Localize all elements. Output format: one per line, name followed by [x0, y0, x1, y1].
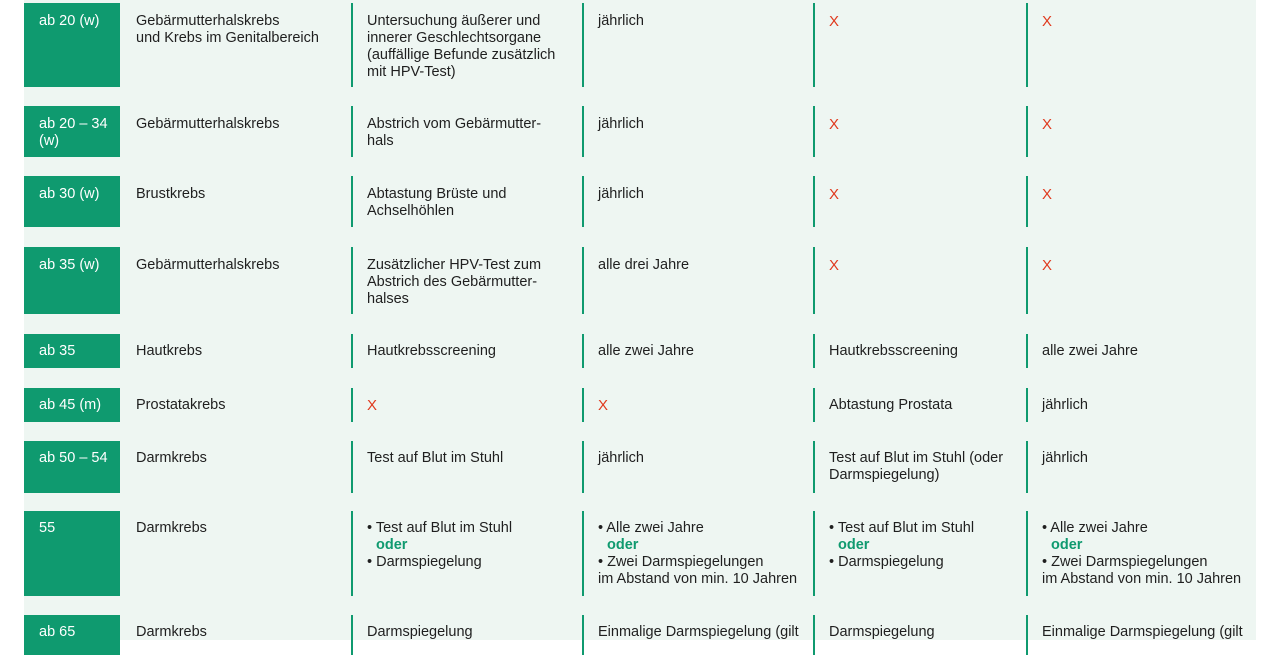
- option-item: • Alle zwei Jahre: [1042, 520, 1148, 536]
- interval-cell: Einmalige Darmspiegelung (gilt: [582, 615, 810, 655]
- option-item: • Zwei Darmspiegelungen: [598, 554, 764, 570]
- examination-cell: Test auf Blut im Stuhl (oder Darmspiegelung): [813, 441, 1023, 493]
- examination-cell: Hautkrebsscreening: [813, 334, 1023, 368]
- age-cell: ab 20 (w): [24, 3, 120, 87]
- interval-cell: jährlich: [582, 176, 810, 227]
- option-item: • Test auf Blut im Stuhl: [829, 520, 975, 536]
- interval-cell: jährlich: [1026, 441, 1256, 493]
- option-item: • Zwei Darmspiegelungen: [1042, 554, 1208, 570]
- cancer-type-cell: Gebärmutterhalskrebs: [136, 257, 280, 273]
- not-applicable-mark: X: [813, 3, 1023, 87]
- not-applicable-mark: X: [1026, 3, 1256, 87]
- examination-cell: Darmspiegelung: [351, 615, 579, 655]
- age-cell: ab 35 (w): [24, 247, 120, 314]
- interval-cell: jährlich: [582, 441, 810, 493]
- age-cell: ab 50 – 54: [24, 441, 120, 493]
- option-item: • Alle zwei Jahre: [598, 520, 704, 536]
- cancer-type-cell: Gebärmutterhalskrebs: [136, 116, 280, 132]
- interval-options: [582, 511, 810, 596]
- examination-cell: Zusätzlicher HPV-Test zum Abstrich des Gebärmutter- halses: [351, 247, 579, 314]
- cancer-type-cell: Gebärmutterhalskrebs und Krebs im Genitalbereich: [136, 13, 319, 46]
- interval-cell: jährlich: [582, 106, 810, 157]
- age-cell: 55: [24, 511, 120, 596]
- table-row: [24, 3, 1256, 87]
- cancer-type-cell: Darmkrebs: [136, 624, 207, 640]
- interval-cell: alle zwei Jahre: [1026, 334, 1256, 368]
- table-row: [24, 511, 1256, 596]
- examination-cell: Test auf Blut im Stuhl: [351, 441, 579, 493]
- examination-cell: Darmspiegelung: [813, 615, 1023, 655]
- examination-cell: Abtastung Brüste und Achselhöhlen: [351, 176, 579, 227]
- not-applicable-mark: X: [813, 247, 1023, 314]
- table-row: [24, 388, 1256, 422]
- age-cell: ab 35: [24, 334, 120, 368]
- screening-table: [24, 0, 1256, 640]
- cancer-type-cell: Hautkrebs: [136, 343, 203, 359]
- cancer-type-cell: Darmkrebs: [136, 450, 207, 466]
- option-item-continuation: im Abstand von min. 10 Jahren: [598, 571, 798, 587]
- not-applicable-mark: X: [1026, 106, 1256, 157]
- examination-options: [813, 511, 1023, 596]
- examination-cell: Abtastung Prostata: [813, 388, 1023, 422]
- examination-cell: Abstrich vom Gebärmutter- hals: [351, 106, 579, 157]
- age-cell: ab 30 (w): [24, 176, 120, 227]
- option-item: • Test auf Blut im Stuhl: [367, 520, 513, 536]
- table-row: [24, 441, 1256, 493]
- cancer-type-cell: Prostatakrebs: [136, 397, 226, 413]
- not-applicable-mark: X: [1026, 247, 1256, 314]
- option-item-continuation: im Abstand von min. 10 Jahren: [1042, 571, 1242, 587]
- or-separator: oder: [1051, 537, 1083, 553]
- not-applicable-mark: X: [582, 388, 810, 422]
- interval-cell: alle zwei Jahre: [582, 334, 810, 368]
- interval-cell: jährlich: [582, 3, 810, 87]
- examination-cell: Untersuchung äußerer und innerer Geschlechtsorgane (auffällige Befunde zusätzlich mit HPV-Test): [351, 3, 579, 87]
- option-item: • Darmspiegelung: [367, 554, 482, 570]
- table-row: [24, 176, 1256, 227]
- table-row: [24, 247, 1256, 314]
- not-applicable-mark: X: [813, 176, 1023, 227]
- table-row: [24, 106, 1256, 157]
- option-item: • Darmspiegelung: [829, 554, 944, 570]
- interval-cell: Einmalige Darmspiegelung (gilt: [1026, 615, 1256, 655]
- age-cell: ab 45 (m): [24, 388, 120, 422]
- table-row: [24, 334, 1256, 368]
- table-row: [24, 615, 1256, 655]
- interval-cell: jährlich: [1026, 388, 1256, 422]
- interval-cell: alle drei Jahre: [582, 247, 810, 314]
- examination-options: [351, 511, 579, 596]
- age-cell: ab 20 – 34 (w): [24, 106, 120, 157]
- or-separator: oder: [838, 537, 870, 553]
- or-separator: oder: [376, 537, 408, 553]
- cancer-type-cell: Brustkrebs: [136, 186, 206, 202]
- age-cell: ab 65: [24, 615, 120, 655]
- or-separator: oder: [607, 537, 639, 553]
- examination-cell: Hautkrebsscreening: [351, 334, 579, 368]
- not-applicable-mark: X: [1026, 176, 1256, 227]
- not-applicable-mark: X: [813, 106, 1023, 157]
- interval-options: [1026, 511, 1256, 596]
- not-applicable-mark: X: [351, 388, 579, 422]
- cancer-type-cell: Darmkrebs: [136, 520, 207, 536]
